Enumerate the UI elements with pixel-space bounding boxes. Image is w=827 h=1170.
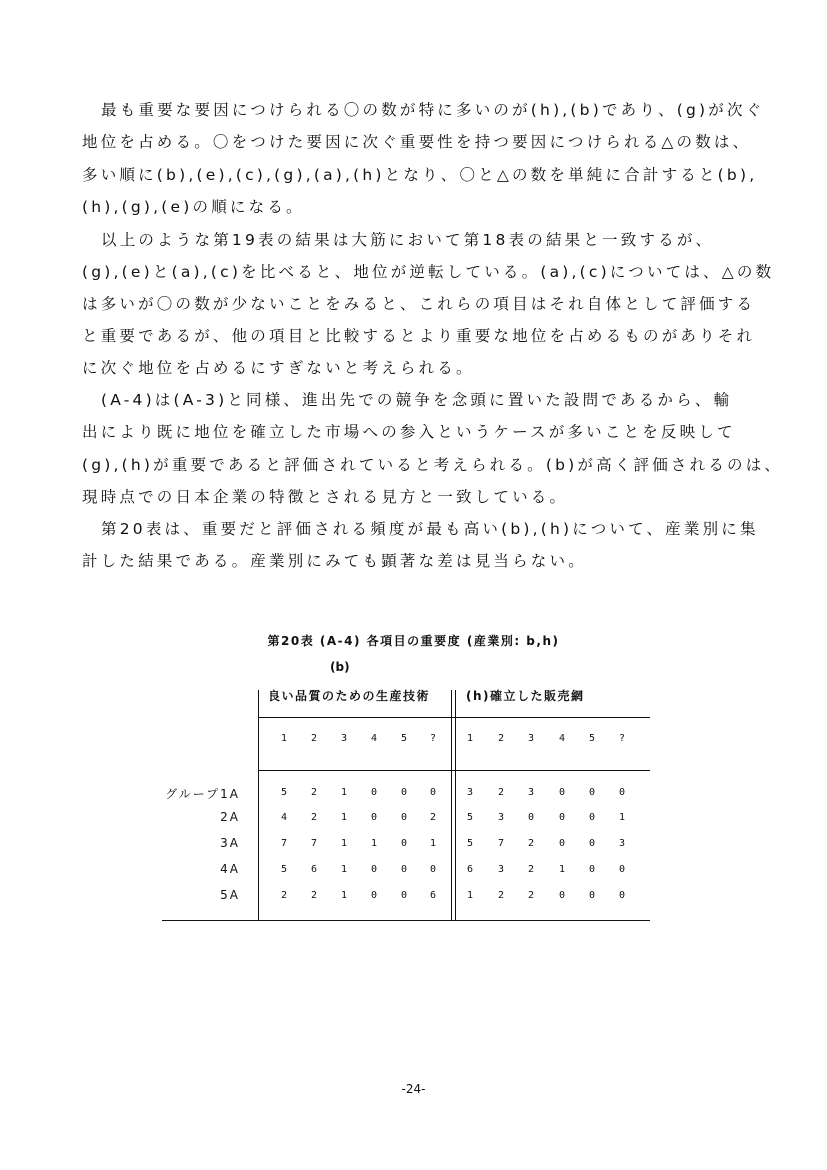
table-cell: 0 (429, 787, 437, 798)
table-cell: 0 (558, 838, 566, 849)
table-cell: 1 (466, 890, 474, 901)
table-cell: 0 (558, 812, 566, 823)
table-cell: 6 (429, 890, 437, 901)
table-cell: 3 (618, 838, 626, 849)
column-header: 2 (497, 733, 505, 744)
table-cell: 0 (588, 864, 596, 875)
table-cell: 2 (527, 864, 535, 875)
table-cell: 0 (400, 864, 408, 875)
column-header: 3 (527, 733, 535, 744)
table-cell: 1 (429, 838, 437, 849)
table-cell: 0 (370, 864, 378, 875)
row-label: 2A (220, 810, 240, 824)
table-bottom-rule (162, 920, 650, 921)
table-cell: 5 (466, 812, 474, 823)
body-line: (h),(g),(e)の順になる。 (82, 198, 305, 216)
body-line: 地位を占める。〇をつけた要因に次ぐ重要性を持つ要因につけられる△の数は、 (82, 133, 752, 151)
table-cell: 3 (497, 864, 505, 875)
table-cell: 6 (310, 864, 318, 875)
table-cell: 0 (588, 890, 596, 901)
table-cell: 2 (497, 787, 505, 798)
table-cell: 2 (527, 838, 535, 849)
table-cell: 3 (527, 787, 535, 798)
row-label: 5A (220, 888, 240, 902)
table-cell: 2 (497, 890, 505, 901)
table-cell: 7 (497, 838, 505, 849)
table-cell: 5 (280, 864, 288, 875)
table-cell: 1 (370, 838, 378, 849)
column-header: 1 (280, 733, 288, 744)
column-header: 5 (400, 733, 408, 744)
group-h-header: (h)確立した販売網 (466, 689, 585, 703)
table-cell: 0 (527, 812, 535, 823)
header-rule (258, 717, 650, 718)
body-line: (g),(h)が重要であると評価されていると考えられる。(b)が高く評価されるのは、 (82, 456, 784, 474)
table-cell: 2 (527, 890, 535, 901)
table-cell: 2 (280, 890, 288, 901)
table-cell: 2 (310, 812, 318, 823)
table-cell: 0 (400, 838, 408, 849)
left-vertical-rule (258, 690, 259, 920)
body-line: 多い順に(b),(e),(c),(g),(a),(h)となり、〇と△の数を単純に合計すると(b), (82, 166, 758, 184)
body-line: 第20表は、重要だと評価される頻度が最も高い(b),(h)について、産業別に集 (101, 520, 759, 538)
table-cell: 5 (466, 838, 474, 849)
table-cell: 5 (280, 787, 288, 798)
body-line: 出により既に地位を確立した市場への参入というケースが多いことを反映して (82, 423, 736, 441)
body-line: (A-4)は(A-3)と同様、進出先での競争を念頭に置いた設問であるから、輸 (101, 391, 733, 409)
column-header: 2 (310, 733, 318, 744)
body-line: 計した結果である。産業別にみても顕著な差は見当らない。 (82, 552, 587, 570)
body-line: 現時点での日本企業の特徴とされる見方と一致している。 (82, 488, 569, 506)
column-header: 3 (340, 733, 348, 744)
table-cell: 7 (280, 838, 288, 849)
table-cell: 3 (466, 787, 474, 798)
row-label: 3A (220, 836, 240, 850)
table-cell: 0 (618, 890, 626, 901)
table-cell: 0 (429, 864, 437, 875)
body-line: 以上のような第19表の結果は大筋において第18表の結果と一致するが、 (101, 231, 715, 249)
table-cell: 2 (310, 890, 318, 901)
table-cell: 0 (558, 787, 566, 798)
table-cell: 0 (370, 787, 378, 798)
table-sub-label: (b) (330, 660, 350, 674)
table-cell: 0 (588, 838, 596, 849)
table-cell: 0 (400, 787, 408, 798)
table-title: 第20表 (A-4) 各項目の重要度 (産業別: b,h) (267, 634, 560, 648)
body-line: は多いが〇の数が少ないことをみると、これらの項目はそれ自体として評価する (82, 295, 756, 313)
group-divider-rule (451, 690, 452, 920)
table-cell: 1 (340, 838, 348, 849)
column-header: 4 (558, 733, 566, 744)
body-line: に次ぐ地位を占めるにすぎないと考えられる。 (82, 359, 475, 377)
table-cell: 1 (618, 812, 626, 823)
table-cell: 2 (429, 812, 437, 823)
table-cell: 1 (340, 864, 348, 875)
column-header-rule (258, 770, 650, 771)
column-header: 1 (466, 733, 474, 744)
page-number: -24- (401, 1082, 426, 1096)
body-line: (g),(e)と(a),(c)を比べると、地位が逆転している。(a),(c)については、△の数 (82, 263, 775, 281)
table-cell: 1 (340, 787, 348, 798)
table-cell: 1 (340, 890, 348, 901)
table-cell: 0 (558, 890, 566, 901)
table-cell: 0 (370, 812, 378, 823)
table-cell: 7 (310, 838, 318, 849)
table-cell: 0 (618, 864, 626, 875)
table-cell: 4 (280, 812, 288, 823)
table-cell: 1 (558, 864, 566, 875)
body-line: 最も重要な要因につけられる〇の数が特に多いのが(h),(b)であり、(g)が次ぐ (101, 101, 765, 119)
table-cell: 0 (588, 787, 596, 798)
table-cell: 6 (466, 864, 474, 875)
table-cell: 2 (310, 787, 318, 798)
row-label: 4A (220, 862, 240, 876)
group-divider-rule (455, 690, 456, 920)
table-cell: 0 (370, 890, 378, 901)
table-cell: 3 (497, 812, 505, 823)
table-cell: 0 (588, 812, 596, 823)
body-line: と重要であるが、他の項目と比較するとより重要な地位を占めるものがありそれ (82, 327, 756, 345)
table-cell: 0 (618, 787, 626, 798)
group-b-header: 良い品質のための生産技術 (268, 689, 431, 703)
column-header: 5 (588, 733, 596, 744)
table-cell: 0 (400, 812, 408, 823)
column-header: 4 (370, 733, 378, 744)
column-header: ? (618, 733, 626, 744)
column-header: ? (429, 733, 437, 744)
table-cell: 0 (400, 890, 408, 901)
row-label: グループ1A (165, 787, 240, 801)
table-cell: 1 (340, 812, 348, 823)
